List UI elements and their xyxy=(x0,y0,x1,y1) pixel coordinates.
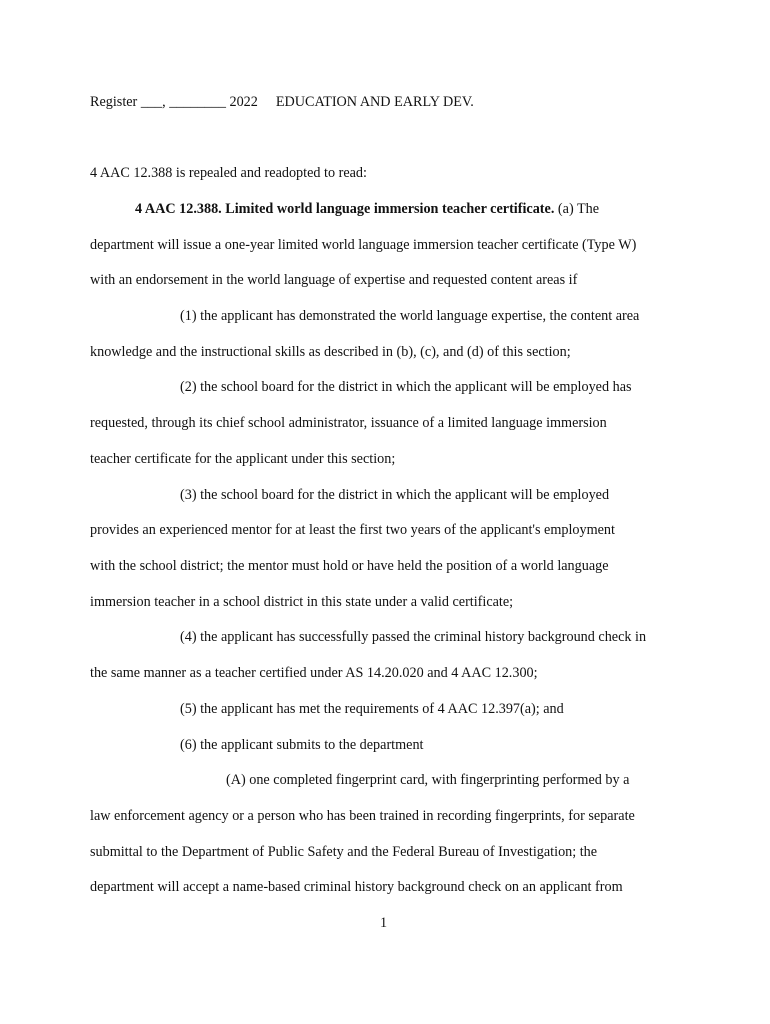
subparagraph-A: (A) one completed fingerprint card, with fingerprinting performed by a xyxy=(226,772,630,788)
body-line: with the school district; the mentor must hold or have held the position of a world language xyxy=(90,558,609,574)
subsection-a-marker: (a) The xyxy=(554,201,600,217)
paragraph-2: (2) the school board for the district in which the applicant will be employed has xyxy=(180,379,632,395)
body-line: the same manner as a teacher certified under AS 14.20.020 and 4 AAC 12.300; xyxy=(90,665,538,681)
body-line: submittal to the Department of Public Safety and the Federal Bureau of Investigation; the xyxy=(90,844,598,860)
paragraph-6: (6) the applicant submits to the department xyxy=(180,737,424,753)
page-number: 1 xyxy=(380,915,388,931)
page-header xyxy=(90,93,474,111)
body-line: department will issue a one-year limited world language immersion teacher certificate (Type W) xyxy=(90,237,637,253)
body-line: teacher certificate for the applicant under this section; xyxy=(90,451,396,467)
section-heading: 4 AAC 12.388. Limited world language immersion teacher certificate. xyxy=(135,201,555,217)
body-line: knowledge and the instructional skills as described in (b), (c), and (d) of this section; xyxy=(90,344,571,360)
body-line: immersion teacher in a school district in this state under a valid certificate; xyxy=(90,594,514,610)
paragraph-4: (4) the applicant has successfully passed the criminal history background check in xyxy=(180,629,647,645)
paragraph-5: (5) the applicant has met the requirements of 4 AAC 12.397(a); and xyxy=(180,701,564,717)
body-line: provides an experienced mentor for at least the first two years of the applicant's employment xyxy=(90,522,615,538)
body-line: with an endorsement in the world language of expertise and requested content areas if xyxy=(90,272,578,288)
body-line: department will accept a name-based criminal history background check on an applicant from xyxy=(90,879,623,895)
paragraph-3: (3) the school board for the district in which the applicant will be employed xyxy=(180,487,610,503)
section-heading-line xyxy=(135,200,599,218)
intro-paragraph: 4 AAC 12.388 is repealed and readopted to read: xyxy=(90,165,367,181)
body-line: requested, through its chief school administrator, issuance of a limited language immersion xyxy=(90,415,607,431)
body-line: law enforcement agency or a person who has been trained in recording fingerprints, for separate xyxy=(90,808,635,824)
paragraph-1: (1) the applicant has demonstrated the world language expertise, the content area xyxy=(180,308,640,324)
department-name: EDUCATION AND EARLY DEV. xyxy=(275,94,474,110)
register-line: Register ___, ________ 2022 xyxy=(90,94,258,110)
